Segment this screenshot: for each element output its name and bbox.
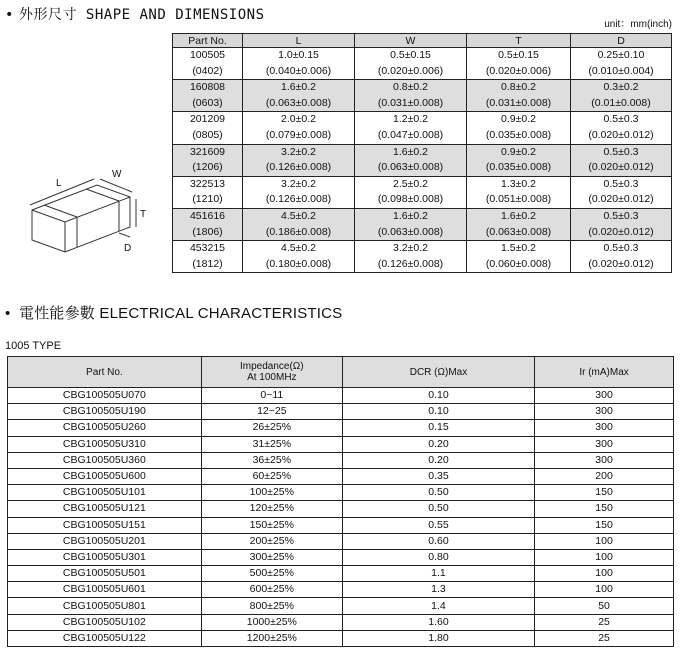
w-cell: (0.031±0.008): [355, 96, 467, 112]
w-cell: 1.6±0.2: [355, 208, 467, 224]
table-row: [8, 598, 674, 614]
part-cell: 100505: [173, 48, 243, 64]
dcr-cell: 0.60: [342, 533, 534, 549]
impedance-cell: 120±25%: [201, 501, 342, 517]
part-no-cell: CBG100505U201: [8, 533, 202, 549]
table-row: [173, 225, 672, 241]
d-cell: 0.5±0.3: [571, 241, 672, 257]
ir-cell: 300: [535, 404, 674, 420]
w-cell: (0.020±0.006): [355, 64, 467, 80]
bullet: •: [5, 7, 14, 23]
l-cell: (0.063±0.008): [243, 96, 355, 112]
dcr-cell: 0.50: [342, 501, 534, 517]
t-cell: 0.8±0.2: [467, 80, 571, 96]
ir-cell: 200: [535, 468, 674, 484]
w-cell: 2.5±0.2: [355, 176, 467, 192]
col-header-t: T: [467, 34, 571, 48]
t-cell: (0.020±0.006): [467, 64, 571, 80]
part-cell: (1206): [173, 160, 243, 176]
impedance-cell: 500±25%: [201, 566, 342, 582]
part-no-cell: CBG100505U121: [8, 501, 202, 517]
d-cell: (0.020±0.012): [571, 128, 672, 144]
part-cell: (0402): [173, 64, 243, 80]
d-cell: (0.01±0.008): [571, 96, 672, 112]
impedance-cell: 300±25%: [201, 549, 342, 565]
w-cell: 1.2±0.2: [355, 112, 467, 128]
dcr-cell: 0.15: [342, 420, 534, 436]
d-cell: (0.020±0.012): [571, 225, 672, 241]
l-cell: 1.6±0.2: [243, 80, 355, 96]
part-no-cell: CBG100505U601: [8, 582, 202, 598]
table-row: [8, 404, 674, 420]
dcr-cell: 0.35: [342, 468, 534, 484]
w-cell: (0.063±0.008): [355, 160, 467, 176]
part-no-cell: CBG100505U600: [8, 468, 202, 484]
t-cell: (0.035±0.008): [467, 128, 571, 144]
t-cell: (0.031±0.008): [467, 96, 571, 112]
electrical-title-text: 電性能參數 ELECTRICAL CHARACTERISTICS: [19, 305, 343, 322]
t-cell: 0.5±0.15: [467, 48, 571, 64]
chip-outline: [32, 185, 130, 252]
d-cell: (0.020±0.012): [571, 257, 672, 273]
impedance-cell: 60±25%: [201, 468, 342, 484]
t-cell: 0.9±0.2: [467, 112, 571, 128]
part-cell: 201209: [173, 112, 243, 128]
impedance-cell: 1200±25%: [201, 630, 342, 646]
ir-cell: 100: [535, 533, 674, 549]
part-no-cell: CBG100505U102: [8, 614, 202, 630]
ir-cell: 50: [535, 598, 674, 614]
dcr-cell: 1.80: [342, 630, 534, 646]
part-no-cell: CBG100505U101: [8, 485, 202, 501]
part-cell: 322513: [173, 176, 243, 192]
electrical-table: [7, 356, 674, 647]
table-row: [173, 208, 672, 224]
l-cell: (0.126±0.008): [243, 192, 355, 208]
t-cell: 1.3±0.2: [467, 176, 571, 192]
w-cell: 0.8±0.2: [355, 80, 467, 96]
table-row: [8, 420, 674, 436]
col-header-impedance: Impedance(Ω) At 100MHz: [201, 357, 342, 388]
t-cell: (0.051±0.008): [467, 192, 571, 208]
part-cell: (0603): [173, 96, 243, 112]
table-row: [8, 388, 674, 404]
ir-cell: 25: [535, 630, 674, 646]
ir-cell: 300: [535, 436, 674, 452]
col-header-w: W: [355, 34, 467, 48]
part-no-cell: CBG100505U301: [8, 549, 202, 565]
table-row: [8, 614, 674, 630]
table-row: [173, 144, 672, 160]
d-cell: 0.5±0.3: [571, 144, 672, 160]
d-dim-line: [119, 233, 130, 237]
col-header-part-no: Part No.: [173, 34, 243, 48]
part-cell: (0805): [173, 128, 243, 144]
w-cell: 3.2±0.2: [355, 241, 467, 257]
dcr-cell: 0.10: [342, 404, 534, 420]
part-no-cell: CBG100505U151: [8, 517, 202, 533]
table-row: [173, 160, 672, 176]
table-row: [173, 128, 672, 144]
part-no-cell: CBG100505U190: [8, 404, 202, 420]
t-cell: (0.060±0.008): [467, 257, 571, 273]
impedance-cell: 600±25%: [201, 582, 342, 598]
col-header-l: L: [243, 34, 355, 48]
table-row: [173, 241, 672, 257]
table-row: [173, 257, 672, 273]
label-L: L: [56, 178, 62, 189]
ir-cell: 25: [535, 614, 674, 630]
shape-title-text: 外形尺寸 SHAPE AND DIMENSIONS: [19, 7, 265, 23]
label-T: T: [140, 209, 147, 220]
l-cell: 4.5±0.2: [243, 241, 355, 257]
table-row: [173, 192, 672, 208]
impedance-cell: 26±25%: [201, 420, 342, 436]
table-row: [8, 501, 674, 517]
ir-cell: 150: [535, 517, 674, 533]
w-cell: (0.047±0.008): [355, 128, 467, 144]
part-no-cell: CBG100505U310: [8, 436, 202, 452]
label-W: W: [112, 169, 122, 180]
impedance-cell: 0~11: [201, 388, 342, 404]
dcr-cell: 1.1: [342, 566, 534, 582]
table-row: [8, 452, 674, 468]
l-cell: (0.126±0.008): [243, 160, 355, 176]
table-row: [8, 566, 674, 582]
table-row: [173, 48, 672, 64]
ir-cell: 300: [535, 388, 674, 404]
d-cell: 0.3±0.2: [571, 80, 672, 96]
d-cell: 0.5±0.3: [571, 112, 672, 128]
length-dim-line: [30, 179, 94, 205]
part-cell: (1210): [173, 192, 243, 208]
part-cell: 321609: [173, 144, 243, 160]
dcr-cell: 1.4: [342, 598, 534, 614]
chip-top-edge: [32, 197, 130, 222]
l-cell: 3.2±0.2: [243, 176, 355, 192]
part-no-cell: CBG100505U070: [8, 388, 202, 404]
part-no-cell: CBG100505U360: [8, 452, 202, 468]
table-row: [8, 630, 674, 646]
ir-cell: 150: [535, 485, 674, 501]
dcr-cell: 0.80: [342, 549, 534, 565]
electrical-section-title: [5, 302, 342, 323]
part-cell: 451616: [173, 208, 243, 224]
dcr-cell: 0.10: [342, 388, 534, 404]
table-row: [8, 582, 674, 598]
impedance-cell: 12~25: [201, 404, 342, 420]
part-cell: (1812): [173, 257, 243, 273]
table-row: [8, 517, 674, 533]
col-header-d: D: [571, 34, 672, 48]
t-cell: 0.9±0.2: [467, 144, 571, 160]
l-cell: (0.079±0.008): [243, 128, 355, 144]
chip-dimension-diagram: [22, 155, 162, 265]
part-cell: 160808: [173, 80, 243, 96]
l-cell: (0.180±0.008): [243, 257, 355, 273]
col-header-dcr: DCR (Ω)Max: [342, 357, 534, 388]
ir-cell: 100: [535, 566, 674, 582]
table-row: [173, 176, 672, 192]
type-label: 1005 TYPE: [5, 340, 62, 352]
part-cell: 453215: [173, 241, 243, 257]
d-cell: 0.5±0.3: [571, 176, 672, 192]
ir-cell: 150: [535, 501, 674, 517]
l-cell: 1.0±0.15: [243, 48, 355, 64]
table-row: [8, 468, 674, 484]
impedance-cell: 1000±25%: [201, 614, 342, 630]
w-cell: 0.5±0.15: [355, 48, 467, 64]
col-header-part-no: Part No.: [8, 357, 202, 388]
label-D: D: [124, 243, 132, 254]
w-cell: (0.126±0.008): [355, 257, 467, 273]
table-row: [8, 436, 674, 452]
impedance-cell: 100±25%: [201, 485, 342, 501]
part-no-cell: CBG100505U122: [8, 630, 202, 646]
bullet: •: [5, 305, 11, 322]
ir-cell: 300: [535, 452, 674, 468]
l-cell: 2.0±0.2: [243, 112, 355, 128]
part-cell: (1806): [173, 225, 243, 241]
left-electrode: [44, 205, 77, 247]
t-cell: 1.5±0.2: [467, 241, 571, 257]
l-cell: (0.186±0.008): [243, 225, 355, 241]
ir-cell: 300: [535, 420, 674, 436]
ir-cell: 100: [535, 582, 674, 598]
l-cell: 4.5±0.2: [243, 208, 355, 224]
dcr-cell: 0.55: [342, 517, 534, 533]
ir-cell: 100: [535, 549, 674, 565]
impedance-cell: 800±25%: [201, 598, 342, 614]
table-row: [8, 549, 674, 565]
impedance-cell: 36±25%: [201, 452, 342, 468]
table-row: [173, 80, 672, 96]
right-electrode: [86, 189, 119, 231]
table-row: [8, 533, 674, 549]
d-cell: (0.020±0.012): [571, 160, 672, 176]
l-cell: 3.2±0.2: [243, 144, 355, 160]
dcr-cell: 0.20: [342, 452, 534, 468]
d-cell: 0.5±0.3: [571, 208, 672, 224]
w-cell: (0.098±0.008): [355, 192, 467, 208]
table-row: [173, 96, 672, 112]
width-dim-line: [100, 179, 132, 192]
d-cell: 0.25±0.10: [571, 48, 672, 64]
w-cell: 1.6±0.2: [355, 144, 467, 160]
d-cell: (0.010±0.004): [571, 64, 672, 80]
l-cell: (0.040±0.006): [243, 64, 355, 80]
part-no-cell: CBG100505U260: [8, 420, 202, 436]
dimensions-table: [172, 33, 672, 273]
impedance-cell: 150±25%: [201, 517, 342, 533]
dcr-cell: 1.3: [342, 582, 534, 598]
dcr-cell: 0.20: [342, 436, 534, 452]
impedance-cell: 200±25%: [201, 533, 342, 549]
unit-label: unit：mm(inch): [604, 19, 672, 30]
impedance-cell: 31±25%: [201, 436, 342, 452]
shape-section-title: [5, 4, 265, 24]
table-row: [8, 485, 674, 501]
w-cell: (0.063±0.008): [355, 225, 467, 241]
table-row: [173, 64, 672, 80]
t-cell: (0.035±0.008): [467, 160, 571, 176]
dcr-cell: 1.60: [342, 614, 534, 630]
t-cell: 1.6±0.2: [467, 208, 571, 224]
table-row: [173, 112, 672, 128]
col-header-ir: Ir (mA)Max: [535, 357, 674, 388]
t-cell: (0.063±0.008): [467, 225, 571, 241]
part-no-cell: CBG100505U801: [8, 598, 202, 614]
dcr-cell: 0.50: [342, 485, 534, 501]
d-cell: (0.020±0.012): [571, 192, 672, 208]
part-no-cell: CBG100505U501: [8, 566, 202, 582]
